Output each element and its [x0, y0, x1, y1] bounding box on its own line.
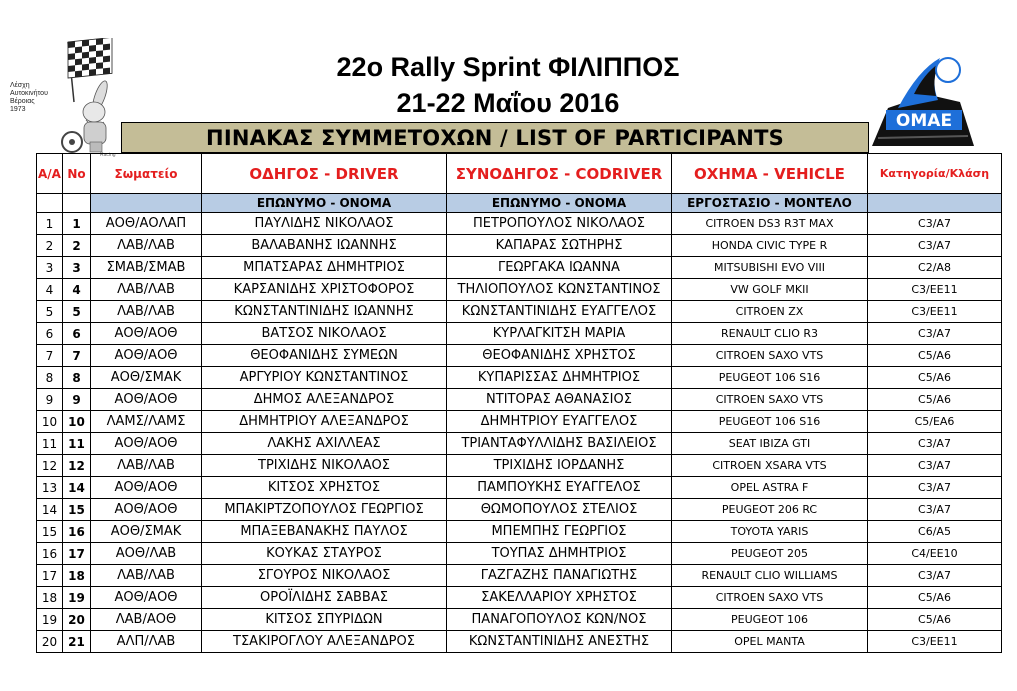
- row-number: 18: [63, 565, 91, 587]
- row-codriver: ΔΗΜΗΤΡΙΟΥ ΕΥΑΓΓΕΛΟΣ: [447, 411, 672, 433]
- row-number: 2: [63, 235, 91, 257]
- row-class: C3/A7: [868, 235, 1002, 257]
- row-vehicle: PEUGEOT 106 S16: [672, 367, 868, 389]
- row-aa: 16: [37, 543, 63, 565]
- table-row: [37, 345, 1002, 367]
- table-row: [37, 213, 1002, 235]
- row-codriver: ΘΕΟΦΑΝΙΔΗΣ ΧΡΗΣΤΟΣ: [447, 345, 672, 367]
- subheader-blank: [868, 194, 1002, 213]
- row-driver: ΜΠΑΤΣΑΡΑΣ ΔΗΜΗΤΡΙΟΣ: [202, 257, 447, 279]
- row-club: ΑΟΘ/ΑΟΛΑΠ: [91, 213, 202, 235]
- row-class: C3/A7: [868, 565, 1002, 587]
- row-class: C3/A7: [868, 499, 1002, 521]
- row-aa: 18: [37, 587, 63, 609]
- list-banner: ΠΙΝΑΚΑΣ ΣΥΜΜΕΤΟΧΩΝ / LIST OF PARTICIPANTS: [121, 122, 869, 153]
- row-aa: 11: [37, 433, 63, 455]
- row-vehicle: PEUGEOT 205: [672, 543, 868, 565]
- subheader-blank: [63, 194, 91, 213]
- row-number: 7: [63, 345, 91, 367]
- row-vehicle: PEUGEOT 106: [672, 609, 868, 631]
- col-header-class: Κατηγορία/Κλάση: [868, 154, 1002, 194]
- club-text-line: Βέροιας: [10, 98, 35, 105]
- subheader-driver: ΕΠΩΝΥΜΟ - ΟΝΟΜΑ: [202, 194, 447, 213]
- row-number: 5: [63, 301, 91, 323]
- row-class: C4/EE10: [868, 543, 1002, 565]
- table-row: [37, 279, 1002, 301]
- row-number: 9: [63, 389, 91, 411]
- row-vehicle: PEUGEOT 106 S16: [672, 411, 868, 433]
- row-number: 11: [63, 433, 91, 455]
- table-row: [37, 323, 1002, 345]
- table-row: [37, 257, 1002, 279]
- row-club: ΣΜΑΒ/ΣΜΑΒ: [91, 257, 202, 279]
- row-aa: 7: [37, 345, 63, 367]
- row-number: 20: [63, 609, 91, 631]
- row-driver: ΛΑΚΗΣ ΑΧΙΛΛΕΑΣ: [202, 433, 447, 455]
- row-club: ΑΟΘ/ΑΟΘ: [91, 477, 202, 499]
- row-class: C5/A6: [868, 587, 1002, 609]
- row-club: ΑΟΘ/ΑΟΘ: [91, 433, 202, 455]
- row-number: 15: [63, 499, 91, 521]
- row-class: C5/EA6: [868, 411, 1002, 433]
- row-driver: ΔΗΜΗΤΡΙΟΥ ΑΛΕΞΑΝΔΡΟΣ: [202, 411, 447, 433]
- row-class: C5/A6: [868, 345, 1002, 367]
- row-driver: ΑΡΓΥΡΙΟΥ ΚΩΝΣΤΑΝΤΙΝΟΣ: [202, 367, 447, 389]
- row-club: ΑΟΘ/ΑΟΘ: [91, 389, 202, 411]
- row-codriver: ΠΑΝΑΓΟΠΟΥΛΟΣ ΚΩΝ/ΝΟΣ: [447, 609, 672, 631]
- col-header-codriver: ΣΥΝΟΔΗΓΟΣ - CODRIVER: [447, 154, 672, 194]
- row-vehicle: VW GOLF MKII: [672, 279, 868, 301]
- row-class: C5/A6: [868, 389, 1002, 411]
- row-vehicle: RENAULT CLIO WILLIAMS: [672, 565, 868, 587]
- table-row: [37, 543, 1002, 565]
- row-codriver: ΜΠΕΜΠΗΣ ΓΕΩΡΓΙΟΣ: [447, 521, 672, 543]
- row-aa: 6: [37, 323, 63, 345]
- row-aa: 19: [37, 609, 63, 631]
- event-title: 22ο Rally Sprint ΦΙΛΙΠΠΟΣ: [336, 52, 680, 82]
- row-codriver: ΚΩΝΣΤΑΝΤΙΝΙΔΗΣ ΑΝΕΣΤΗΣ: [447, 631, 672, 653]
- row-codriver: ΚΑΠΑΡΑΣ ΣΩΤΗΡΗΣ: [447, 235, 672, 257]
- row-club: ΑΟΘ/ΑΟΘ: [91, 345, 202, 367]
- row-club: ΛΑΒ/ΑΟΘ: [91, 609, 202, 631]
- subheader-blank: [91, 194, 202, 213]
- row-codriver: ΠΑΜΠΟΥΚΗΣ ΕΥΑΓΓΕΛΟΣ: [447, 477, 672, 499]
- table-row: [37, 521, 1002, 543]
- row-number: 14: [63, 477, 91, 499]
- row-codriver: ΝΤΙΤΟΡΑΣ ΑΘΑΝΑΣΙΟΣ: [447, 389, 672, 411]
- row-aa: 20: [37, 631, 63, 653]
- row-club: ΑΟΘ/ΣΜΑΚ: [91, 367, 202, 389]
- row-driver: ΣΓΟΥΡΟΣ ΝΙΚΟΛΑΟΣ: [202, 565, 447, 587]
- row-class: C3/A7: [868, 213, 1002, 235]
- table-row: [37, 499, 1002, 521]
- row-aa: 4: [37, 279, 63, 301]
- row-aa: 14: [37, 499, 63, 521]
- row-number: 6: [63, 323, 91, 345]
- row-club: ΛΑΒ/ΛΑΒ: [91, 235, 202, 257]
- table-row: [37, 455, 1002, 477]
- row-class: C3/A7: [868, 323, 1002, 345]
- row-number: 1: [63, 213, 91, 235]
- col-header-no: No: [63, 154, 91, 194]
- table-row: [37, 389, 1002, 411]
- row-number: 17: [63, 543, 91, 565]
- row-driver: ΒΑΤΣΟΣ ΝΙΚΟΛΑΟΣ: [202, 323, 447, 345]
- row-number: 12: [63, 455, 91, 477]
- row-number: 10: [63, 411, 91, 433]
- row-club: ΛΑΜΣ/ΛΑΜΣ: [91, 411, 202, 433]
- row-driver: ΚΟΥΚΑΣ ΣΤΑΥΡΟΣ: [202, 543, 447, 565]
- table-row: [37, 301, 1002, 323]
- row-vehicle: SEAT IBIZA GTI: [672, 433, 868, 455]
- row-number: 3: [63, 257, 91, 279]
- row-aa: 3: [37, 257, 63, 279]
- row-club: ΑΟΘ/ΑΟΘ: [91, 499, 202, 521]
- row-driver: ΒΑΛΑΒΑΝΗΣ ΙΩΑΝΝΗΣ: [202, 235, 447, 257]
- row-codriver: ΚΥΡΛΑΓΚΙΤΣΗ ΜΑΡΙΑ: [447, 323, 672, 345]
- row-club: ΛΑΒ/ΛΑΒ: [91, 455, 202, 477]
- row-driver: ΚΙΤΣΟΣ ΣΠΥΡΙΔΩΝ: [202, 609, 447, 631]
- row-codriver: ΚΥΠΑΡΙΣΣΑΣ ΔΗΜΗΤΡΙΟΣ: [447, 367, 672, 389]
- row-class: C3/EE11: [868, 301, 1002, 323]
- row-club: ΑΟΘ/ΑΟΘ: [91, 587, 202, 609]
- club-text-line: Λέσχη: [10, 82, 30, 89]
- row-number: 4: [63, 279, 91, 301]
- club-name-text: [10, 82, 70, 114]
- row-number: 16: [63, 521, 91, 543]
- row-driver: ΚΙΤΣΟΣ ΧΡΗΣΤΟΣ: [202, 477, 447, 499]
- row-club: ΑΟΘ/ΛΑΒ: [91, 543, 202, 565]
- table-row: [37, 587, 1002, 609]
- row-club: ΛΑΒ/ΛΑΒ: [91, 565, 202, 587]
- row-vehicle: CITROEN SAXO VTS: [672, 345, 868, 367]
- row-aa: 13: [37, 477, 63, 499]
- row-driver: ΤΣΑΚΙΡΟΓΛΟΥ ΑΛΕΞΑΝΔΡΟΣ: [202, 631, 447, 653]
- row-codriver: ΠΕΤΡΟΠΟΥΛΟΣ ΝΙΚΟΛΑΟΣ: [447, 213, 672, 235]
- table-row: [37, 411, 1002, 433]
- row-club: ΑΛΠ/ΛΑΒ: [91, 631, 202, 653]
- row-club: ΛΑΒ/ΛΑΒ: [91, 301, 202, 323]
- row-driver: ΜΠΑΞΕΒΑΝΑΚΗΣ ΠΑΥΛΟΣ: [202, 521, 447, 543]
- row-vehicle: OPEL ASTRA F: [672, 477, 868, 499]
- row-aa: 9: [37, 389, 63, 411]
- row-class: C3/A7: [868, 433, 1002, 455]
- col-header-driver: ΟΔΗΓΟΣ - DRIVER: [202, 154, 447, 194]
- col-header-vehicle: ΟΧΗΜΑ - VEHICLE: [672, 154, 868, 194]
- row-vehicle: CITROEN SAXO VTS: [672, 587, 868, 609]
- row-driver: ΘΕΟΦΑΝΙΔΗΣ ΣΥΜΕΩΝ: [202, 345, 447, 367]
- row-club: ΑΟΘ/ΑΟΘ: [91, 323, 202, 345]
- row-class: C2/A8: [868, 257, 1002, 279]
- row-class: C3/A7: [868, 455, 1002, 477]
- club-text-line: Αυτοκινήτου: [10, 90, 48, 97]
- row-vehicle: RENAULT CLIO R3: [672, 323, 868, 345]
- omae-logo-text: ΟΜΑΕ: [895, 111, 953, 131]
- club-text-line: 1973: [10, 106, 26, 113]
- row-codriver: ΣΑΚΕΛΛΑΡΙΟΥ ΧΡΗΣΤΟΣ: [447, 587, 672, 609]
- row-codriver: ΤΗΛΙΟΠΟΥΛΟΣ ΚΩΝΣΤΑΝΤΙΝΟΣ: [447, 279, 672, 301]
- row-codriver: ΘΩΜΟΠΟΥΛΟΣ ΣΤΕΛΙΟΣ: [447, 499, 672, 521]
- table-row: [37, 235, 1002, 257]
- row-number: 19: [63, 587, 91, 609]
- row-codriver: ΤΟΥΠΑΣ ΔΗΜΗΤΡΙΟΣ: [447, 543, 672, 565]
- row-vehicle: CITROEN ZX: [672, 301, 868, 323]
- row-number: 21: [63, 631, 91, 653]
- row-vehicle: PEUGEOT 206 RC: [672, 499, 868, 521]
- row-vehicle: HONDA CIVIC TYPE R: [672, 235, 868, 257]
- row-vehicle: CITROEN XSARA VTS: [672, 455, 868, 477]
- row-class: C3/EE11: [868, 279, 1002, 301]
- row-aa: 15: [37, 521, 63, 543]
- row-driver: ΟΡΟΪΛΙΔΗΣ ΣΑΒΒΑΣ: [202, 587, 447, 609]
- col-header-club: Σωματείο: [91, 154, 202, 194]
- row-aa: 12: [37, 455, 63, 477]
- table-row: [37, 477, 1002, 499]
- row-aa: 1: [37, 213, 63, 235]
- row-codriver: ΚΩΝΣΤΑΝΤΙΝΙΔΗΣ ΕΥΑΓΓΕΛΟΣ: [447, 301, 672, 323]
- subheader-row: [37, 194, 1002, 213]
- row-class: C3/A7: [868, 477, 1002, 499]
- row-club: ΛΑΒ/ΛΑΒ: [91, 279, 202, 301]
- subheader-vehicle: ΕΡΓΟΣΤΑΣΙΟ - ΜΟΝΤΕΛΟ: [672, 194, 868, 213]
- row-driver: ΚΩΝΣΤΑΝΤΙΝΙΔΗΣ ΙΩΑΝΝΗΣ: [202, 301, 447, 323]
- row-class: C5/A6: [868, 367, 1002, 389]
- row-vehicle: TOYOTA YARIS: [672, 521, 868, 543]
- header-row: [37, 154, 1002, 194]
- row-driver: ΤΡΙΧΙΔΗΣ ΝΙΚΟΛΑΟΣ: [202, 455, 447, 477]
- row-codriver: ΓΑΖΓΑΖΗΣ ΠΑΝΑΓΙΩΤΗΣ: [447, 565, 672, 587]
- row-codriver: ΤΡΙΧΙΔΗΣ ΙΟΡΔΑΝΗΣ: [447, 455, 672, 477]
- row-vehicle: OPEL MANTA: [672, 631, 868, 653]
- row-aa: 5: [37, 301, 63, 323]
- table-row: [37, 631, 1002, 653]
- row-driver: ΠΑΥΛΙΔΗΣ ΝΙΚΟΛΑΟΣ: [202, 213, 447, 235]
- event-dates: 21-22 Μαΐου 2016: [396, 88, 620, 118]
- row-aa: 17: [37, 565, 63, 587]
- row-aa: 2: [37, 235, 63, 257]
- row-number: 8: [63, 367, 91, 389]
- table-row: [37, 565, 1002, 587]
- subheader-codriver: ΕΠΩΝΥΜΟ - ΟΝΟΜΑ: [447, 194, 672, 213]
- row-aa: 8: [37, 367, 63, 389]
- row-driver: ΚΑΡΣΑΝΙΔΗΣ ΧΡΙΣΤΟΦΟΡΟΣ: [202, 279, 447, 301]
- col-header-aa: Α/Α: [37, 154, 63, 194]
- row-vehicle: CITROEN DS3 R3T MAX: [672, 213, 868, 235]
- participants-table: [36, 153, 1002, 653]
- omae-logo: [868, 50, 978, 158]
- table-row: [37, 609, 1002, 631]
- row-class: C3/EE11: [868, 631, 1002, 653]
- row-driver: ΜΠΑΚΙΡΤΖΟΠΟΥΛΟΣ ΓΕΩΡΓΙΟΣ: [202, 499, 447, 521]
- table-row: [37, 433, 1002, 455]
- row-club: ΑΟΘ/ΣΜΑΚ: [91, 521, 202, 543]
- row-driver: ΔΗΜΟΣ ΑΛΕΞΑΝΔΡΟΣ: [202, 389, 447, 411]
- row-aa: 10: [37, 411, 63, 433]
- svg-text:Racing: Racing: [100, 152, 116, 158]
- row-codriver: ΓΕΩΡΓΑΚΑ ΙΩΑΝΝΑ: [447, 257, 672, 279]
- row-vehicle: CITROEN SAXO VTS: [672, 389, 868, 411]
- row-vehicle: MITSUBISHI EVO VIII: [672, 257, 868, 279]
- table-row: [37, 367, 1002, 389]
- row-class: C6/A5: [868, 521, 1002, 543]
- subheader-blank: [37, 194, 63, 213]
- row-codriver: ΤΡΙΑΝΤΑΦΥΛΛΙΔΗΣ ΒΑΣΙΛΕΙΟΣ: [447, 433, 672, 455]
- row-class: C5/A6: [868, 609, 1002, 631]
